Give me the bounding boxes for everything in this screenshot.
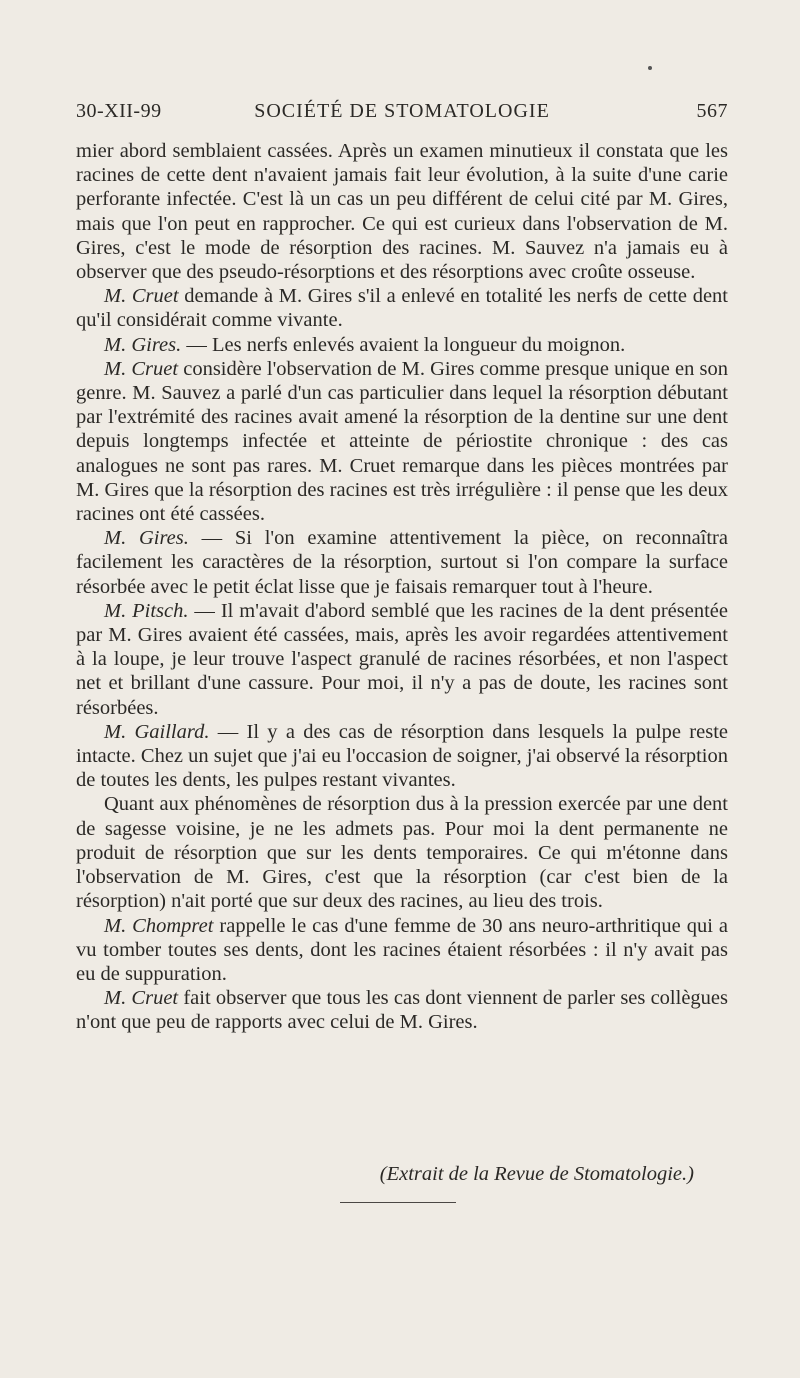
header-date: 30-XII-99 <box>76 100 162 122</box>
speaker-name: M. Chompret <box>104 914 214 937</box>
source-citation: (Extrait de la Revue de Stomatologie.) <box>379 1163 694 1185</box>
paragraph <box>76 139 728 284</box>
speaker-name: M. Gaillard. <box>104 720 210 743</box>
paragraph <box>76 357 728 526</box>
paragraph-text: — Il m'avait d'abord semblé que les racines de la dent présentée par M. Gires avaient été cassées, mais, après les avoir regardées attentivement à la loupe, je leur trouve l'aspect granulé de racines résorbées, et non l'aspect net et brillant d'une cassure. Pour moi, il n'y a pas de doute, les racines sont résorbées. <box>76 599 728 719</box>
paragraph-text: demande à M. Gires s'il a enlevé en totalité les nerfs de cette dent qu'il considérait comme vivante. <box>76 285 729 332</box>
paragraph <box>76 284 728 332</box>
paragraph-text: Quant aux phénomènes de résorption dus à la pression exercée par une dent de sagesse voisine, je ne les admets pas. Pour moi la dent permanente ne produit de résorption que sur les dents temporaires. Ce qui m'étonne dans l'observation de M. Gires, c'est que la résorption (car c'est bien de la résorption) n'ait porté que sur deux des racines, au lieu des trois. <box>76 793 728 913</box>
paragraph <box>76 914 728 987</box>
speaker-name: M. Cruet <box>104 357 179 380</box>
paragraph-text: — Si l'on examine attentivement la pièce, on reconnaîtra facilement les caractères de la résorption, surtout si l'on compare la surface résorbée avec le petit éclat lisse que je faisais remarquer tout à l'heure. <box>76 527 728 598</box>
paragraph <box>76 526 728 599</box>
paragraph <box>76 986 728 1034</box>
paragraph <box>76 333 728 357</box>
paragraph <box>76 720 728 793</box>
header-title: SOCIÉTÉ DE STOMATOLOGIE <box>254 100 550 122</box>
paragraph-text: — Les nerfs enlevés avaient la longueur du moignon. <box>181 333 626 356</box>
paragraph-text: considère l'observation de M. Gires comme presque unique en son genre. M. Sauvez a parlé d'un cas particulier dans lequel la résorption débutant par l'extrémité des racines avait amené la résorption de la dentine sur une dent depuis longtemps infectée et atteinte de périostite chronique : des cas analogues ne sont pas rares. M. Cruet remarque dans les pièces montrées par M. Gires que la résorption des racines est très irrégulière : il pense que les deux racines ont été cassées. <box>76 357 728 526</box>
speaker-name: M. Gires. <box>104 527 189 550</box>
paragraph-text: — Il y a des cas de résorption dans lesquels la pulpe reste intacte. Chez un sujet que j'ai eu l'occasion de soigner, j'ai observé la résorption de toutes les dents, les pulpes restant vivantes. <box>76 720 728 792</box>
page-number: 567 <box>696 100 728 122</box>
paragraph-text: mier abord semblaient cassées. Après un examen minutieux il constata que les racines de cette dent n'avaient jamais fait leur évolution, à la suite d'une carie perforante infectée. C'est là un cas un peu différent de celui cité par M. Gires, mais que l'on peut en rapprocher. Ce qui est curieux dans l'observation de M. Gires, c'est le mode de résorption des racines. M. Sauvez n'a jamais eu à observer que des pseudo-résorptions et des résorptions avec croûte osseuse. <box>76 140 728 284</box>
paragraph <box>76 599 728 720</box>
running-header <box>76 100 728 130</box>
paragraph-text: fait observer que tous les cas dont viennent de parler ses collègues n'ont que peu de rapports avec celui de M. Gires. <box>76 987 729 1034</box>
speaker-name: M. Pitsch. <box>104 599 189 622</box>
speaker-name: M. Gires. <box>104 333 182 356</box>
speaker-name: M. Cruet <box>104 987 179 1010</box>
body-text <box>76 139 728 1035</box>
paragraph-text: rappelle le cas d'une femme de 30 ans neuro-arthritique qui a vu tomber toutes ses dents, dont les racines étaient résorbées : il n'y avait pas eu de suppuration. <box>76 914 728 985</box>
paragraph <box>76 792 728 913</box>
ink-speck <box>648 66 652 70</box>
end-rule <box>340 1202 456 1203</box>
speaker-name: M. Cruet <box>104 285 179 308</box>
